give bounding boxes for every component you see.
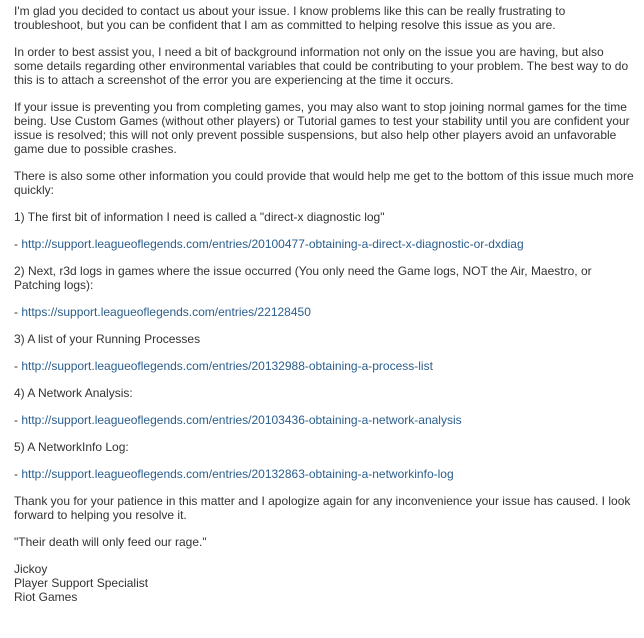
item-4-dash: - <box>14 413 22 427</box>
intro-paragraph: I'm glad you decided to contact us about your issue. I know problems like this can be really frustrating to troubleshoot, but you can be confident that I am as committed to helping resolve this issue as you are. <box>14 4 566 32</box>
item-3-link-line <box>14 359 636 373</box>
signature-company: Riot Games <box>14 590 78 604</box>
item-1-link-line <box>14 237 636 251</box>
item-3-dash: - <box>14 359 22 373</box>
custom-games-paragraph: If your issue is preventing you from completing games, you may also want to stop joining normal games for the time being. Use Custom Games (without other players) or Tutorial games to test your stability until you are confident your issue is resolved; this will not only prevent possible suspensions, but also help other players avoid an unfavorable game due to possible crashes. <box>14 100 630 156</box>
item-5-label: 5) A NetworkInfo Log: <box>14 440 129 454</box>
signature-name: Jickoy <box>14 562 48 576</box>
closing-paragraph: Thank you for your patience in this matter and I apologize again for any inconvenience your issue has caused. I look forward to helping you resolve it. <box>14 494 631 522</box>
more-info-paragraph: There is also some other information you could provide that would help me get to the bottom of this issue much more quickly: <box>14 169 634 197</box>
item-1-label: 1) The first bit of information I need is called a "direct-x diagnostic log" <box>14 210 385 224</box>
signature <box>14 562 636 604</box>
r3d-logs-link[interactable]: https://support.leagueoflegends.com/entries/22128450 <box>21 305 311 319</box>
item-2-link-line <box>14 305 636 319</box>
signature-title: Player Support Specialist <box>14 576 149 590</box>
item-5-link-line <box>14 467 636 481</box>
item-2-label: 2) Next, r3d logs in games where the issue occurred (You only need the Game logs, NOT the Air, Maestro, or Patching logs): <box>14 264 592 292</box>
item-4-link-line <box>14 413 636 427</box>
item-1-dash: - <box>14 237 22 251</box>
item-5-dash: - <box>14 467 22 481</box>
dxdiag-link[interactable]: http://support.leagueoflegends.com/entries/20100477-obtaining-a-direct-x-diagnostic-or-dxdiag <box>21 237 524 251</box>
item-4-label: 4) A Network Analysis: <box>14 386 133 400</box>
item-3-label: 3) A list of your Running Processes <box>14 332 201 346</box>
network-analysis-link[interactable]: http://support.leagueoflegends.com/entries/20103436-obtaining-a-network-analysis <box>21 413 462 427</box>
item-2-dash: - <box>14 305 22 319</box>
process-list-link[interactable]: http://support.leagueoflegends.com/entries/20132988-obtaining-a-process-list <box>21 359 433 373</box>
networkinfo-log-link[interactable]: http://support.leagueoflegends.com/entries/20132863-obtaining-a-networkinfo-log <box>21 467 454 481</box>
background-info-paragraph: In order to best assist you, I need a bit of background information not only on the issue you are having, but also some details regarding other environmental variables that could be contributing to your problem. The best way to do this is to attach a screenshot of the error you are experiencing at the time it occurs. <box>14 45 629 87</box>
quote: "Their death will only feed our rage." <box>14 535 207 549</box>
